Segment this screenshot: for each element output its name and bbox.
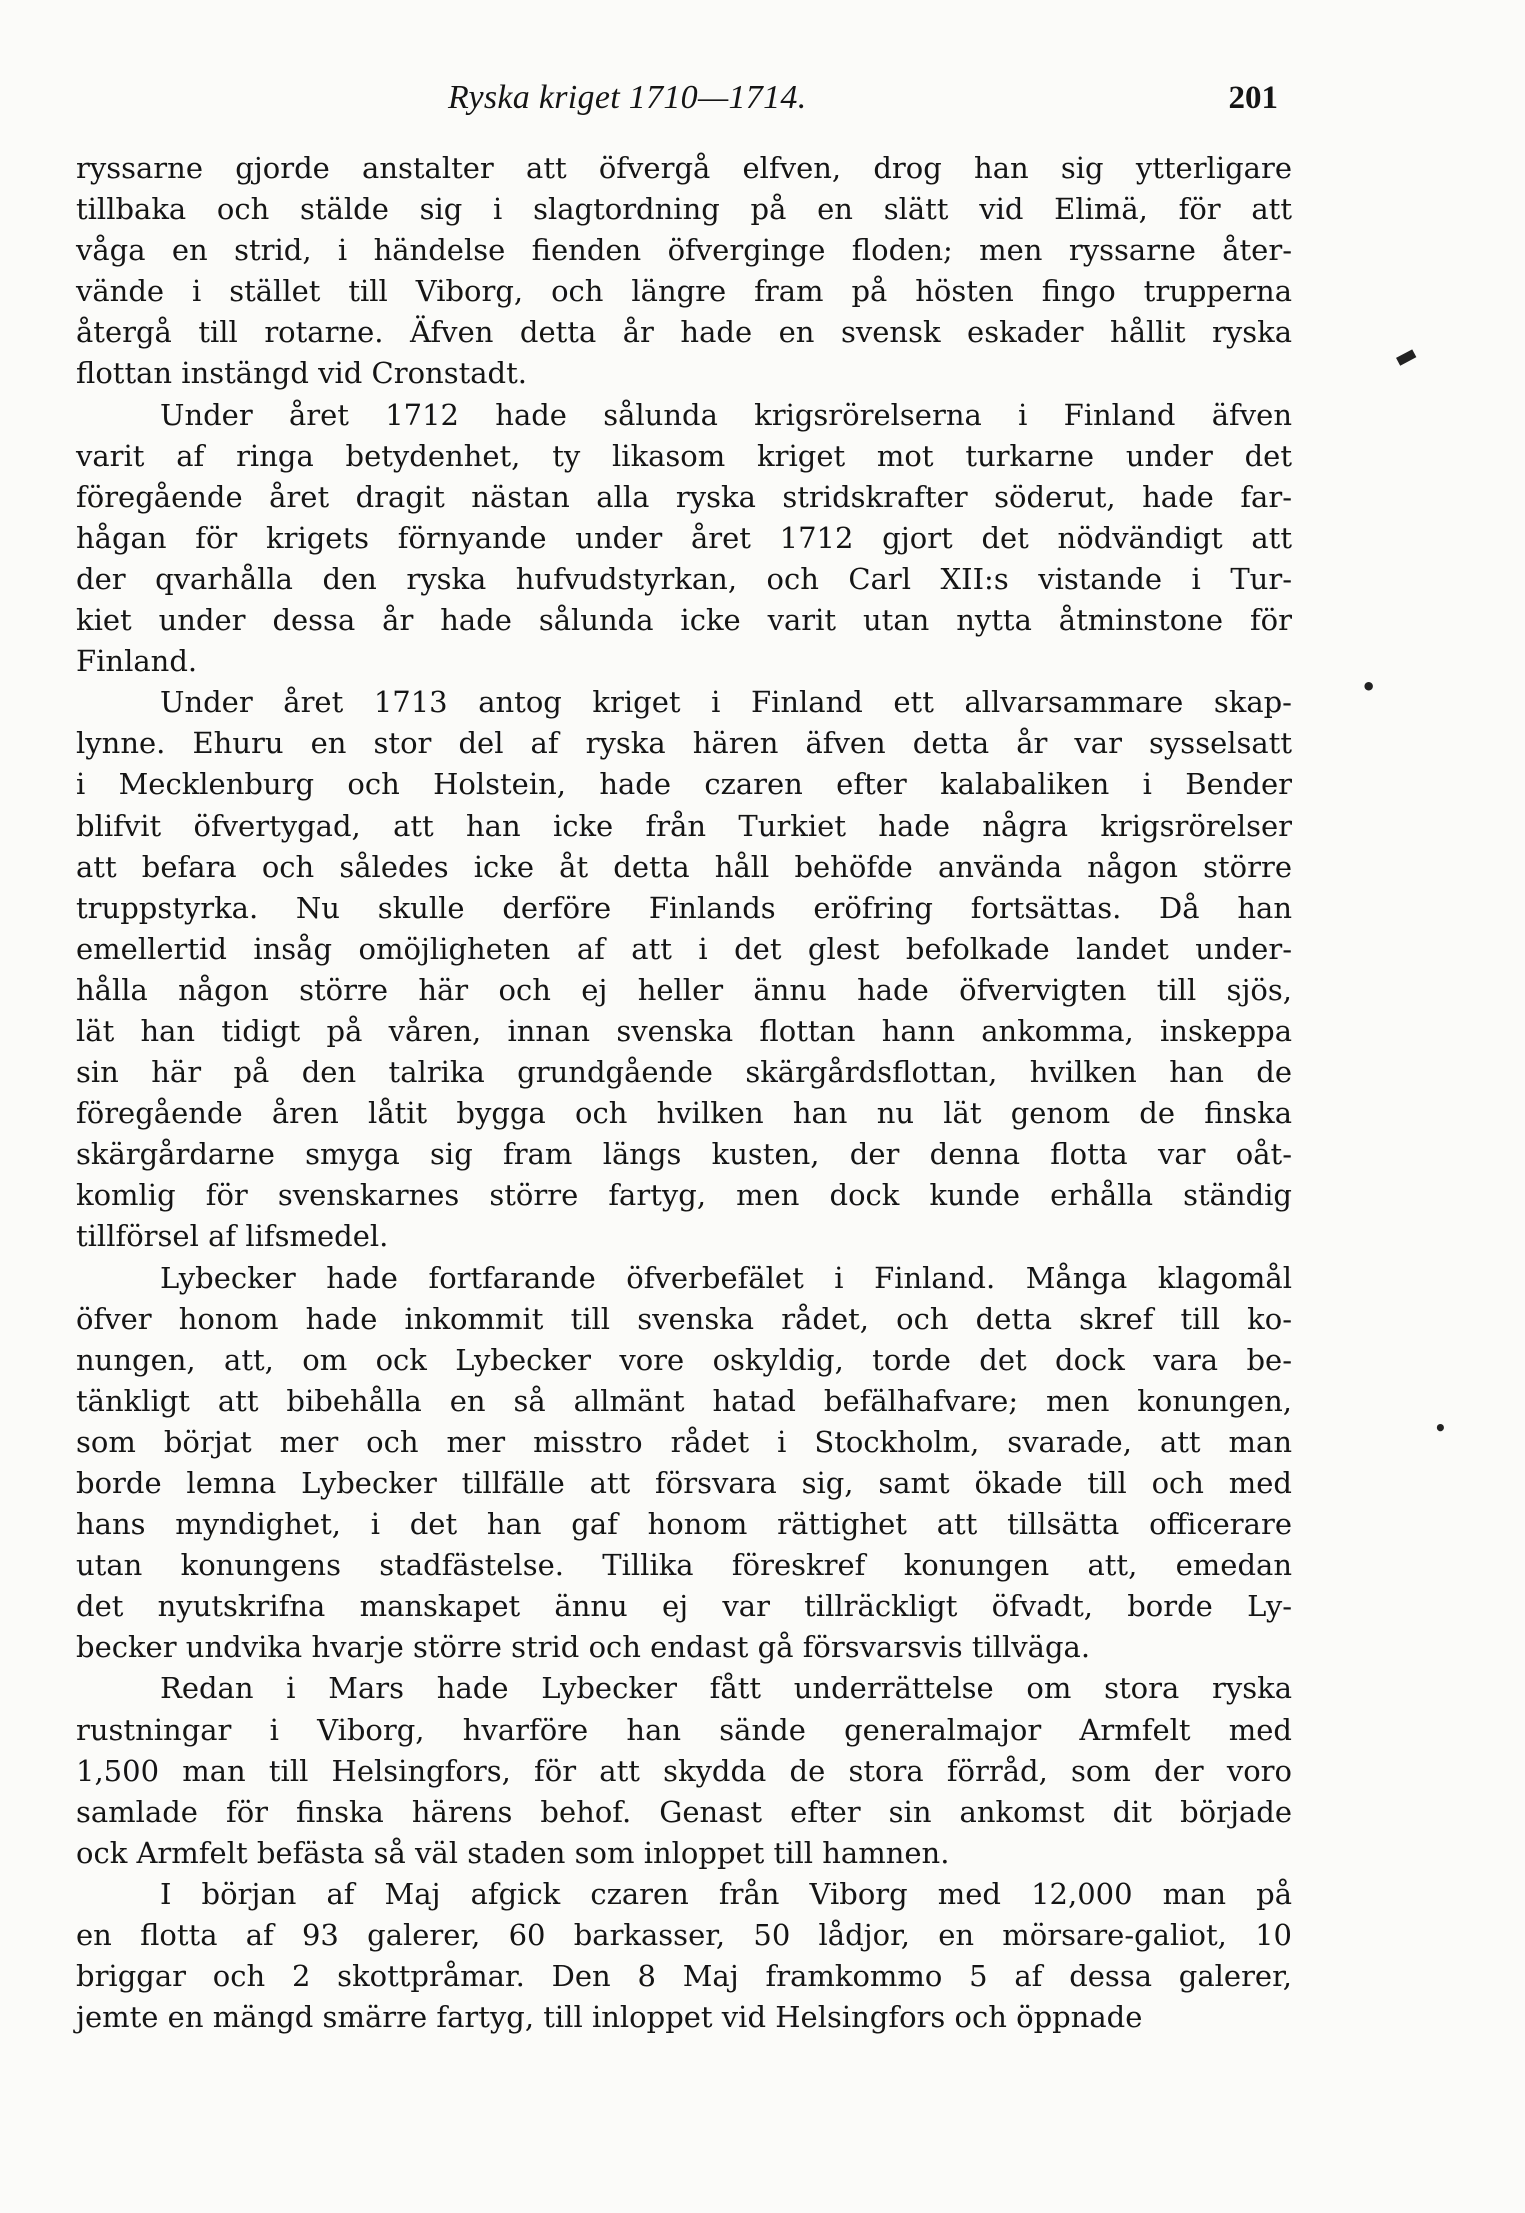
text-line: borde lemna Lybecker tillfälle att försvara sig, samt ökade till och med: [76, 1466, 1292, 1500]
text-line: våga en strid, i händelse fienden öfverginge floden; men ryssarne åter-: [76, 233, 1292, 268]
text-line: öfver honom hade inkommit till svenska rådet, och detta skref till ko-: [76, 1301, 1292, 1336]
text-line: tillbaka och stälde sig i slagtordning på en slätt vid Elimä, för att: [76, 192, 1292, 227]
text-line: tänkligt att bibehålla en så allmänt hatad befälhafvare; men konungen,: [76, 1383, 1292, 1418]
text-line: som börjat mer och mer misstro rådet i Stockholm, svarade, att man: [76, 1424, 1292, 1459]
text-line: Finland.: [76, 644, 198, 679]
body-text: [76, 148, 1292, 2038]
text-line: komlig för svenskarnes större fartyg, men dock kunde erhålla ständig: [76, 1178, 1292, 1213]
text-line: Lybecker hade fortfarande öfverbefälet i Finland. Många klagomål: [160, 1260, 1292, 1295]
margin-dot: •: [1361, 673, 1377, 701]
text-line: becker undvika hvarje större strid och endast gå försvarsvis tillväga.: [76, 1630, 1091, 1665]
text-line: i Mecklenburg och Holstein, hade czaren efter kalabaliken i Bender: [76, 767, 1292, 802]
text-line: varit af ringa betydenhet, ty likasom kriget mot turkarne under det: [76, 438, 1292, 473]
text-line: 1,500 man till Helsingfors, för att skydda de stora förråd, som der voro: [76, 1753, 1292, 1788]
margin-dot: •: [1434, 1416, 1447, 1440]
text-line: ryssarne gjorde anstalter att öfvergå elfven, drog han sig ytterligare: [76, 151, 1292, 185]
text-line: der qvarhålla den ryska hufvudstyrkan, och Carl XII:s vistande i Tur-: [76, 561, 1292, 596]
text-line: Redan i Mars hade Lybecker fått underrättelse om stora ryska: [160, 1671, 1292, 1706]
text-line: ock Armfelt befästa så väl staden som inloppet till hamnen.: [76, 1835, 950, 1870]
text-line: jemte en mängd smärre fartyg, till inloppet vid Helsingfors och öppnade: [76, 2000, 1143, 2035]
text-line: det nyutskrifna manskapet ännu ej var tillräckligt öfvadt, borde Ly-: [76, 1589, 1292, 1624]
text-line: skärgårdarne smyga sig fram längs kusten, der denna flotta var oåt-: [76, 1137, 1292, 1172]
text-line: rustningar i Viborg, hvarföre han sände generalmajor Armfelt med: [76, 1712, 1292, 1747]
text-line: hans myndighet, i det han gaf honom rättighet att tillsätta officerare: [76, 1507, 1292, 1542]
text-line: föregående året dragit nästan alla ryska stridskrafter söderut, hade far-: [76, 479, 1292, 514]
text-line: Under året 1713 antog kriget i Finland ett allvarsammare skap-: [160, 685, 1292, 720]
text-line: hågan för krigets förnyande under året 1712 gjort det nödvändigt att: [76, 520, 1292, 555]
text-line: flottan instängd vid Cronstadt.: [76, 356, 527, 391]
page-header: [78, 78, 1278, 128]
page-number: 201: [1228, 80, 1278, 116]
text-line: samlade för finska härens behof. Genast efter sin ankomst dit började: [76, 1794, 1292, 1829]
text-line: utan konungens stadfästelse. Tillika föreskref konungen att, emedan: [76, 1548, 1292, 1583]
running-title: Ryska kriget 1710—1714.: [448, 79, 807, 116]
margin-mark: ▬: [1388, 338, 1422, 374]
text-line: att befara och således icke åt detta håll behöfde använda någon större: [76, 849, 1292, 884]
text-line: kiet under dessa år hade sålunda icke varit utan nytta åtminstone för: [76, 603, 1292, 638]
text-line: vände i stället till Viborg, och längre fram på hösten fingo trupperna: [76, 274, 1292, 309]
text-line: lynne. Ehuru en stor del af ryska hären äfven detta år var sysselsatt: [76, 726, 1292, 761]
text-line: blifvit öfvertygad, att han icke från Turkiet hade några krigsrörelser: [76, 808, 1292, 843]
text-line: truppstyrka. Nu skulle derföre Finlands eröfring fortsättas. Då han: [76, 890, 1292, 925]
text-line: emellertid insåg omöjligheten af att i det glest befolkade landet under-: [76, 931, 1292, 966]
text-line: nungen, att, om ock Lybecker vore oskyldig, torde det dock vara be-: [76, 1342, 1292, 1377]
text-line: sin här på den talrika grundgående skärgårdsflottan, hvilken han de: [76, 1055, 1292, 1090]
text-line: lät han tidigt på våren, innan svenska flottan hann ankomma, inskeppa: [76, 1013, 1292, 1048]
text-line: I början af Maj afgick czaren från Viborg med 12,000 man på: [160, 1876, 1292, 1911]
text-line: en flotta af 93 galerer, 60 barkasser, 50 lådjor, en mörsare-galiot, 10: [76, 1918, 1292, 1953]
text-line: Under året 1712 hade sålunda krigsrörelserna i Finland äfven: [160, 397, 1292, 432]
text-line: briggar och 2 skottpråmar. Den 8 Maj framkommo 5 af dessa galerer,: [76, 1959, 1292, 1994]
text-line: föregående åren låtit bygga och hvilken han nu lät genom de finska: [76, 1096, 1292, 1131]
text-line: återgå till rotarne. Äfven detta år hade en svensk eskader hållit ryska: [76, 315, 1292, 350]
text-line: tillförsel af lifsmedel.: [76, 1219, 389, 1254]
text-line: hålla någon större här och ej heller ännu hade öfvervigten till sjös,: [76, 972, 1292, 1007]
